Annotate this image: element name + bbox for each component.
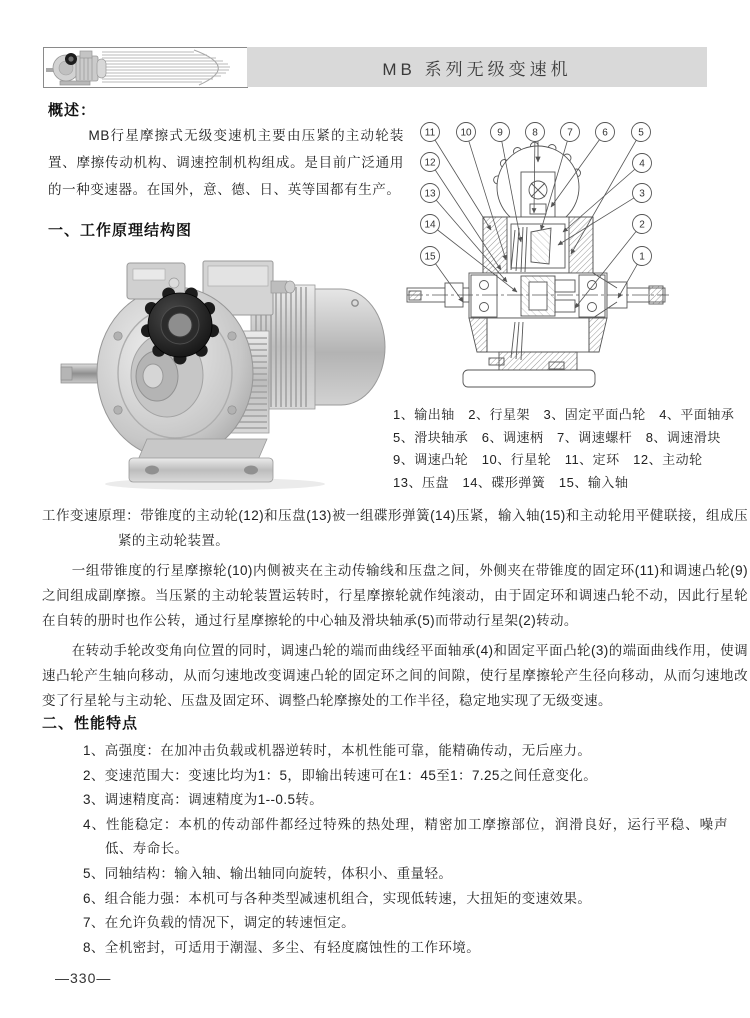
features-list: [83, 739, 728, 960]
parts-list-line: 1、输出轴 2、行星架 3、固定平面凸轮 4、平面轴承: [393, 407, 735, 422]
callout-number: 10: [460, 127, 472, 139]
mini-motor-thumbnail: [46, 51, 106, 85]
page-number: —330—: [55, 970, 112, 986]
callout-number: 4: [639, 158, 645, 170]
product-photo: [55, 244, 390, 492]
callout-number: 2: [639, 219, 645, 231]
parts-list: [393, 404, 749, 494]
callout-number: 13: [424, 188, 436, 200]
feature-item: 5、同轴结构：输入轴、输出轴同向旋转，体积小、重量轻。: [83, 865, 453, 881]
principle-paragraph-3: 在转动手轮改变角向位置的同时，调速凸轮的端而曲线经平面轴承(4)和固定平面凸轮(3)的端面曲线作用，使调速凸轮产生轴向移动，从而匀速地改变调速凸轮的固定环之间的间隙，使行星摩擦轮产生径向移动，从而匀速地改变了行星轮与主动轮、压盘及固定环、调整凸轮摩擦处的工作半径，稳定地实现了无级变速。: [42, 643, 748, 708]
header-logo-box: [43, 47, 248, 88]
speed-lines-decoration: [102, 50, 230, 85]
cross-section-diagram: [403, 112, 675, 402]
callout-number: 7: [567, 127, 573, 139]
callout-number: 3: [639, 188, 645, 200]
callout-number: 5: [638, 127, 644, 139]
callout-number: 9: [497, 127, 503, 139]
principle-paragraph-2: 一组带锥度的行星摩擦轮(10)内侧被夹在主动传输线和压盘之间，外侧夹在带锥度的固定环(11)和调速凸轮(9)之间组成副摩擦。当压紧的主动轮装置运转时，行星摩擦轮就作纯滚动，由于固定环和调速凸轮不动，因此行星轮在自转的册时也作公转，通过行星摩擦轮的中心轴及滑块轴承(5)而带动行星架(2)转动。: [42, 563, 748, 628]
gearmotor-icon: [44, 48, 247, 87]
page-title: MB 系列无级变速机: [382, 59, 572, 79]
principle-text-1: 带锥度的主动轮(12)和压盘(13)被一组碟形弹簧(14)压紧，输入轴(15)和主动轮用平健联接，组成压紧的主动轮装置。: [118, 508, 748, 548]
overview-heading: 概述：: [48, 102, 97, 119]
callout-number: 11: [424, 127, 436, 139]
principle-paragraph-1: [42, 503, 748, 553]
overview-paragraph: MB行星摩擦式无级变速机主要由压紧的主动轮装置、摩擦传动机构、调速控制机构组成。是目前广泛通用的一种变速器。在国外，意、德、日、英等国都有生产。: [48, 128, 404, 197]
feature-item: 8、全机密封，可适用于潮湿、多尘、有轻度腐蚀性的工作环境。: [83, 939, 481, 955]
section2-heading: 二、性能特点: [42, 715, 139, 732]
callout-number: 15: [424, 251, 436, 263]
section1-heading: 一、工作原理结构图: [48, 222, 193, 239]
principle-label: 工作变速原理：: [42, 508, 141, 523]
feature-item: 4、性能稳定：本机的传动部件都经过特殊的热处理，精密加工摩擦部位，润滑良好，运行平稳、噪声低、寿命长。: [83, 816, 728, 857]
feature-item: 2、变速范围大：变速比均为1：5，即输出转速可在1：45至1：7.25之间任意变化。: [83, 767, 598, 783]
parts-list-line: 5、滑块轴承 6、调速柄 7、调速螺杆 8、调速滑块: [393, 429, 721, 445]
parts-list-line: 9、调速凸轮 10、行星轮 11、定环 12、主动轮: [393, 452, 703, 467]
callout-number: 1: [639, 251, 645, 263]
callout-number: 8: [532, 127, 538, 139]
callout-number: 12: [424, 157, 436, 169]
feature-item: 3、调速精度高：调速精度为1--0.5转。: [83, 792, 324, 808]
header-banner: [247, 47, 707, 87]
parts-list-line: 13、压盘 14、碟形弹簧 15、输入轴: [393, 474, 629, 490]
feature-item: 7、在允许负载的情况下，调定的转速恒定。: [83, 915, 356, 931]
callout-number: 6: [602, 127, 608, 139]
callout-number: 14: [424, 219, 436, 231]
feature-item: 6、组合能力强：本机可与各种类型减速机组合，实现低转速，大扭矩的变速效果。: [83, 890, 592, 906]
principle-paragraphs: [42, 503, 748, 713]
feature-item: 1、高强度：在加冲击负载或机器逆转时，本机性能可靠，能精确传动，无后座力。: [83, 743, 592, 758]
